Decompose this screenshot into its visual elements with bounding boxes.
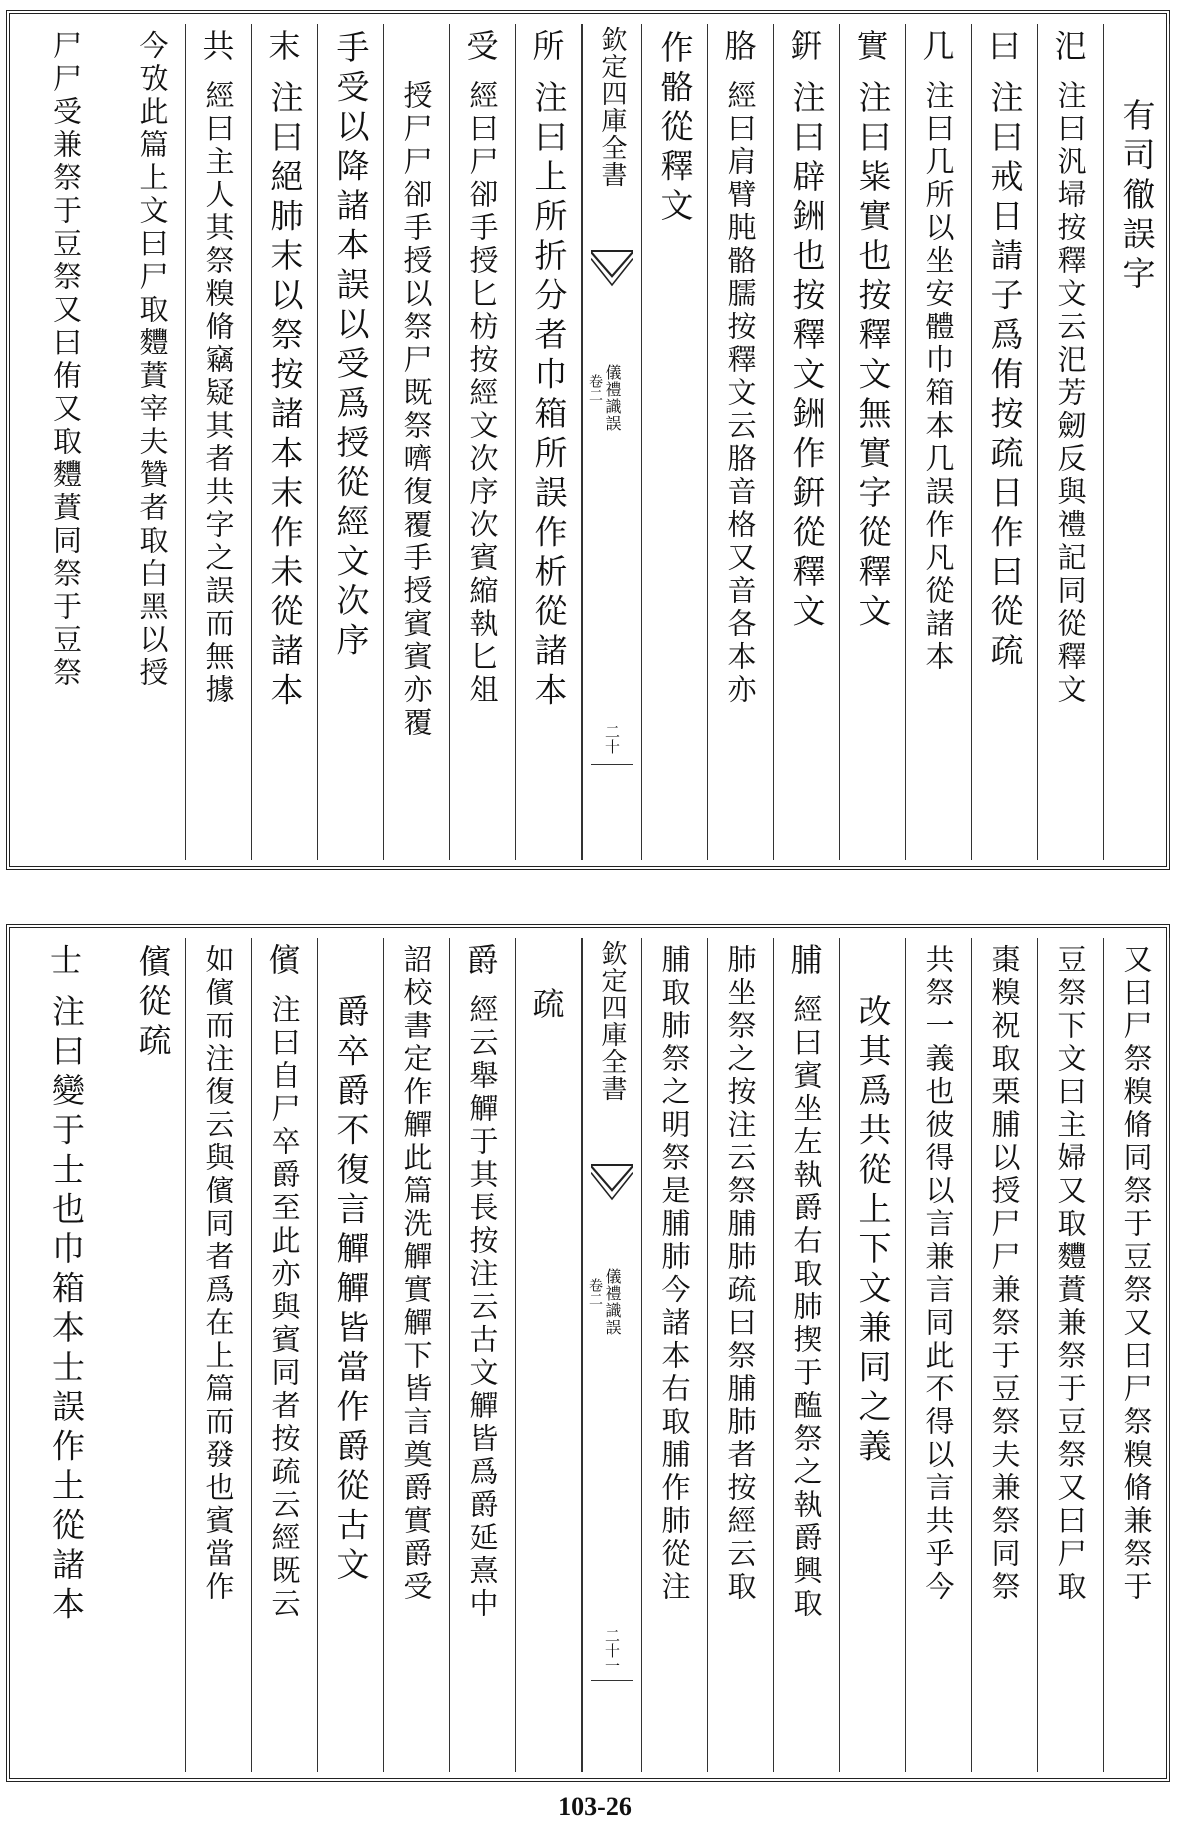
column — [450, 938, 516, 1772]
column — [252, 24, 318, 860]
column-text: 棗糗祝取栗脯以授尸尸兼祭于豆祭夫兼祭同祭 — [987, 944, 1022, 1604]
column — [840, 24, 906, 860]
column-text: 注曰戒日請子爲侑按疏日作曰從疏 — [985, 80, 1025, 673]
column-text: 儐從疏 — [133, 944, 173, 1063]
column-text: 作骼從釋文 — [655, 30, 695, 228]
column-text: 有司徹誤字 — [1117, 98, 1157, 296]
entry-head-character: 實 — [856, 27, 889, 65]
column-text: 授尸尸卻手授以祭尸既祭嚌復覆手授賓賓亦覆 — [399, 80, 434, 740]
fold-rule — [591, 764, 633, 765]
column — [120, 938, 186, 1772]
top-half-page — [6, 10, 1170, 870]
column-text: 如儐而注復云與儐同者爲在上篇而發也賓當作 — [201, 944, 236, 1604]
column — [318, 24, 384, 860]
column-text: 尸尸受兼祭于豆祭又曰侑又取麷蕡同祭于豆祭 — [49, 30, 83, 690]
column-text: 經曰賓坐左執爵右取肺揳于醢祭之執爵興取 — [789, 994, 824, 1621]
column — [384, 938, 450, 1772]
column — [1104, 24, 1170, 860]
entry-head-character: 儐 — [268, 941, 301, 979]
column-text: 注曰絕肺末以祭按諸本末作未從諸本 — [265, 80, 305, 712]
entry-head-character: 爵 — [466, 941, 499, 979]
column — [450, 24, 516, 860]
fishtail-ornament — [591, 250, 633, 296]
book-series-title: 欽定四庫全書 — [597, 26, 627, 188]
fold-rule — [591, 1680, 633, 1681]
column — [318, 938, 384, 1772]
column — [1104, 938, 1170, 1772]
entry-head-character: 疏 — [532, 985, 565, 1023]
column — [708, 938, 774, 1772]
column-text: 經云舉觶于其長按注云古文觶皆爲爵延熹中 — [465, 994, 500, 1621]
center-fold — [582, 24, 642, 860]
fishtail-ornament — [591, 1164, 633, 1210]
page-number: 103-26 — [558, 1792, 632, 1821]
column — [906, 24, 972, 860]
column-text: 脯取肺祭之明祭是脯肺今諸本右取脯作肺從注 — [657, 944, 692, 1604]
column-text: 注曰汎埽按釋文云汜芳劒反與禮記同從釋文 — [1053, 80, 1088, 707]
column-text: 經曰肩臂肫骼臑按釋文云胳音格又音各本亦 — [723, 80, 758, 707]
book-title: 儀禮識誤 — [603, 1268, 622, 1336]
column — [906, 938, 972, 1772]
column — [516, 938, 582, 1772]
column-text: 注曰自尸卒爵至此亦與賓同者按疏云經既云 — [267, 994, 302, 1621]
column — [972, 938, 1038, 1772]
column — [642, 938, 708, 1772]
column-text: 共祭一義也彼得以言兼言同此不得以言共乎今 — [921, 944, 956, 1604]
column — [972, 24, 1038, 860]
column — [1038, 938, 1104, 1772]
column — [12, 24, 120, 860]
column-text: 注曰辟銂也按釋文銂作銒從釋文 — [787, 80, 827, 633]
column — [642, 24, 708, 860]
column-text: 改其爲共從上下文兼同之義 — [853, 994, 893, 1468]
folio-number: 二十 — [603, 724, 621, 754]
folio-number: 二十一 — [603, 1628, 621, 1673]
column-text: 經曰尸卻手授匕枋按經文次序次賓縮執匕俎 — [465, 80, 500, 707]
column — [516, 24, 582, 860]
column — [708, 24, 774, 860]
book-title: 儀禮識誤 — [603, 364, 622, 432]
entry-head-character: 共 — [202, 27, 235, 65]
column-text: 詔校書定作觶此篇洗觶實觶下皆言奠爵實爵受 — [399, 944, 434, 1604]
column — [774, 24, 840, 860]
column-text: 又曰尸祭糗脩同祭于豆祭又曰尸祭糗脩兼祭于 — [1119, 944, 1154, 1604]
entry-head-character: 几 — [922, 27, 955, 65]
center-fold — [582, 938, 642, 1772]
entry-head-character: 脯 — [790, 941, 823, 979]
column-text: 經曰主人其祭糗脩竊疑其者共字之誤而無據 — [201, 80, 236, 707]
bottom-half-page — [6, 924, 1170, 1782]
column — [120, 24, 186, 860]
column — [384, 24, 450, 860]
column-text: 肺坐祭之按注云祭脯肺疏曰祭脯肺者按經云取 — [723, 944, 758, 1604]
column — [774, 938, 840, 1772]
column — [12, 938, 120, 1772]
juan-label: 卷二 — [587, 374, 603, 402]
entry-head-character: 胳 — [724, 27, 757, 65]
entry-head-character: 銒 — [790, 27, 823, 65]
entry-head-character: 汜 — [1054, 27, 1087, 65]
entry-head-character: 所 — [532, 27, 565, 65]
entry-head-character: 末 — [268, 27, 301, 65]
column-text: 注曰粊實也按釋文無實字從釋文 — [853, 80, 893, 633]
column-text: 爵卒爵不復言觶觶皆當作爵從古文 — [331, 994, 371, 1587]
column-text: 注曰上所折分者巾箱所誤作析從諸本 — [529, 80, 569, 712]
column-text: 注曰几所以坐安體巾箱本几誤作凡從諸本 — [921, 80, 956, 674]
juan-label: 卷二 — [587, 1278, 603, 1306]
column — [252, 938, 318, 1772]
column-text: 注曰變于士也巾箱本士誤作土從諸本 — [47, 994, 86, 1626]
entry-head-character: 士 — [49, 941, 82, 979]
column-text: 豆祭下文曰主婦又取麷蕡兼祭于豆祭又曰尸取 — [1053, 944, 1088, 1604]
column — [186, 24, 252, 860]
entry-head-character: 曰 — [988, 27, 1021, 65]
column — [840, 938, 906, 1772]
book-series-title: 欽定四庫全書 — [597, 940, 627, 1102]
column-text: 手受以降諸本誤以受爲授從經文次序 — [331, 30, 371, 662]
entry-head-character: 受 — [466, 27, 499, 65]
column — [1038, 24, 1104, 860]
column — [186, 938, 252, 1772]
column-text: 今攷此篇上文曰尸取麷蕡宰夫贊者取白黑以授 — [135, 30, 170, 690]
